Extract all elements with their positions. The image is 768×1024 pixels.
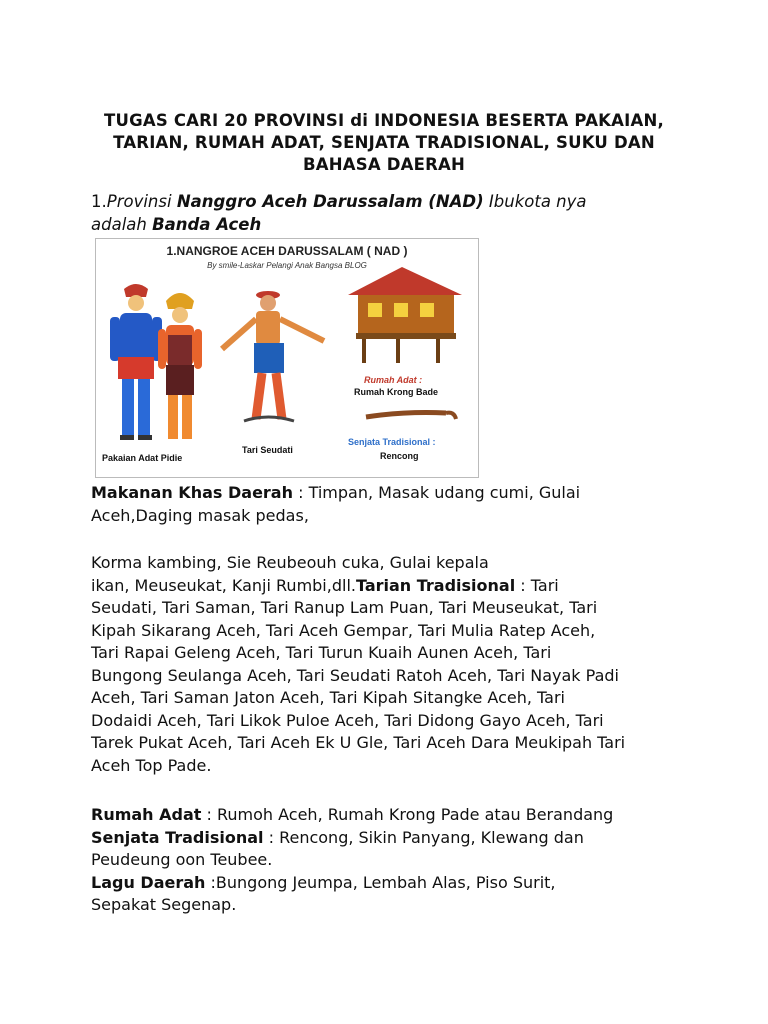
lagu-line2: Sepakat Segenap.	[91, 895, 237, 914]
title-line-3: BAHASA DAERAH	[303, 155, 465, 174]
weapon-label: Senjata Tradisional :	[348, 437, 436, 447]
body-line-9: Tarek Pukat Aceh, Tari Aceh Ek U Gle, Tari Aceh Dara Meukipah Tari	[91, 733, 626, 752]
province-heading	[91, 190, 701, 236]
body-line-4: Kipah Sikarang Aceh, Tari Aceh Gempar, Tari Mulia Ratep Aceh,	[91, 620, 596, 640]
province-number: 1.	[91, 192, 107, 211]
body-line-6: Bungong Seulanga Aceh, Tari Seudati Ratoh Aceh, Tari Nayak Padi	[91, 665, 619, 685]
body-line-2-post: : Tari	[515, 575, 559, 595]
caption-clothing: Pakaian Adat Pidie	[102, 453, 183, 463]
rumah-label: Rumah Adat	[91, 805, 202, 824]
caption-dance: Tari Seudati	[242, 445, 293, 455]
dancer-figure	[222, 291, 324, 421]
body-line-1: Korma kambing, Sie Reubeouh cuka, Gulai kepala	[91, 553, 489, 572]
body-paragraph	[91, 552, 701, 777]
province-illustration	[95, 238, 479, 478]
woman-figure	[158, 293, 202, 439]
province-line2-prefix: adalah	[91, 215, 153, 234]
title-line-2: TARIAN, RUMAH ADAT, SENJATA TRADISIONAL, SUKU DAN	[113, 133, 655, 152]
makanan-line2: Aceh,Daging masak pedas,	[91, 505, 309, 525]
makanan-label: Makanan Khas Daerah	[91, 483, 293, 502]
details-paragraph	[91, 804, 701, 917]
figure-heading: 1.NANGROE ACEH DARUSSALAM ( NAD )	[166, 244, 408, 258]
body-line-3: Seudati, Tari Saman, Tari Ranup Lam Puan, Tari Meuseukat, Tari	[91, 598, 598, 617]
tarian-label: Tarian Tradisional	[355, 575, 516, 595]
house-name: Rumah Krong Bade	[354, 387, 439, 397]
figure-credit: By smile-Laskar Pelangi Anak Bangsa BLOG	[207, 261, 367, 270]
province-capital-text: Ibukota nya	[483, 192, 587, 211]
body-line-8: Dodaidi Aceh, Tari Likok Puloe Aceh, Tari Didong Gayo Aceh, Tari	[91, 710, 604, 730]
province-prefix: Provinsi	[106, 192, 177, 211]
senjata-label: Senjata Tradisional	[91, 827, 264, 847]
body-line-10: Aceh Top Pade.	[91, 755, 212, 775]
lagu-value: :Bungong Jeumpa, Lembah Alas, Piso Surit,	[205, 872, 556, 892]
province-name: Nanggro Aceh Darussalam (NAD)	[176, 192, 484, 211]
body-line-7: Aceh, Tari Saman Jaton Aceh, Tari Kipah Sitangke Aceh, Tari	[91, 688, 565, 707]
rumah-value: : Rumoh Aceh, Rumah Krong Pade atau Berandang	[201, 805, 614, 824]
senjata-value: : Rencong, Sikin Panyang, Klewang dan	[263, 827, 584, 847]
title-line-1: TUGAS CARI 20 PROVINSI di INDONESIA BESERTA PAKAIAN,	[104, 111, 664, 130]
senjata-line2: Peudeung oon Teubee.	[91, 850, 273, 869]
house-label: Rumah Adat :	[364, 375, 423, 385]
makanan-value: : Timpan, Masak udang cumi, Gulai	[293, 483, 581, 502]
house-figure	[348, 267, 462, 363]
body-line-5: Tari Rapai Geleng Aceh, Tari Turun Kuaih Aunen Aceh, Tari	[91, 643, 552, 662]
body-line-2-pre: ikan, Meuseukat, Kanji Rumbi,dll.	[91, 575, 356, 595]
man-figure	[110, 284, 162, 440]
rencong-figure	[366, 413, 456, 420]
makanan-paragraph	[91, 482, 701, 527]
province-capital: Banda Aceh	[152, 215, 262, 234]
page-title	[60, 110, 708, 176]
weapon-name: Rencong	[380, 451, 419, 461]
lagu-label: Lagu Daerah	[91, 872, 206, 892]
